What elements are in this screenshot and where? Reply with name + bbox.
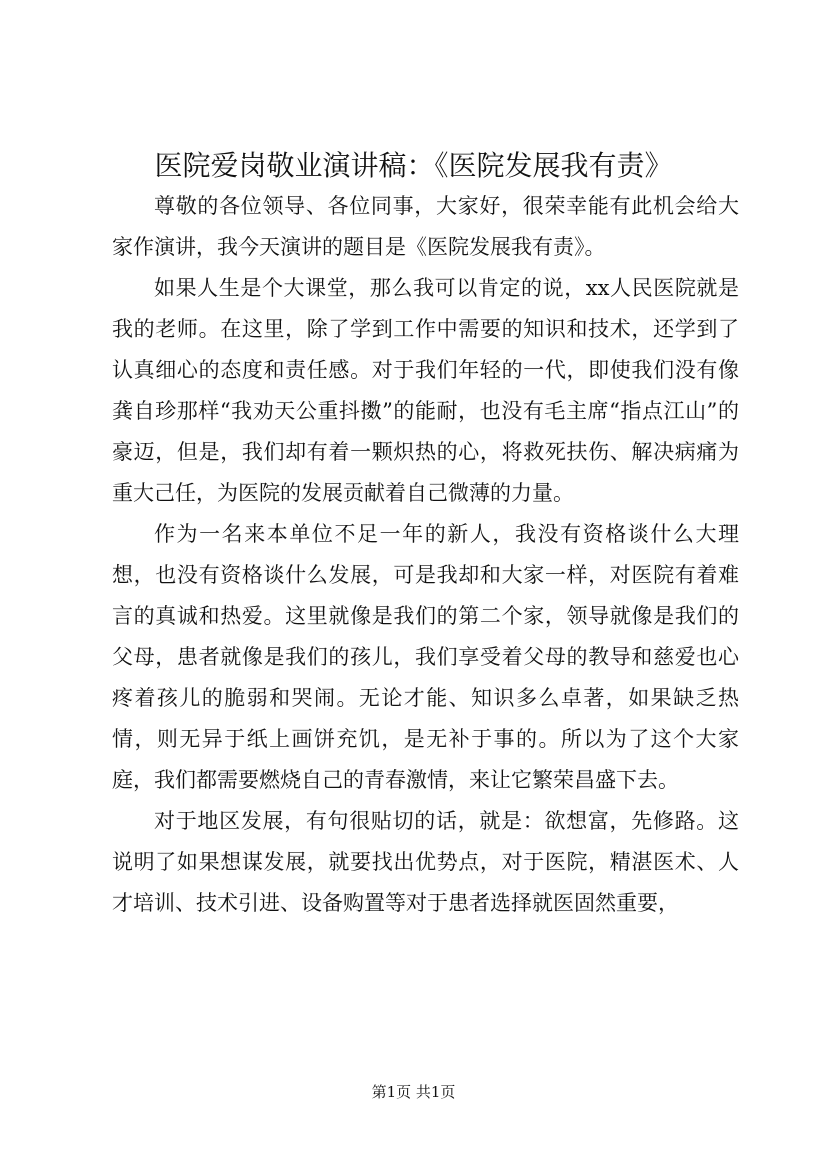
paragraph-greeting: 尊敬的各位领导、各位同事，大家好，很荣幸能有此机会给大家作演讲，我今天演讲的题目是《医院发展我有责》。 (112, 194, 739, 259)
page-number-footer: 第1页 共1页 (371, 1083, 456, 1101)
paragraph-newcomer: 作为一名来本单位不足一年的新人，我没有资格谈什么大理想，也没有资格谈什么发展，可是我却和大家一样，对医院有着难言的真诚和热爱。这里就像是我们的第二个家，领导就像是我们的父母，患者就像是我们的孩儿，我们享受着父母的教导和慈爱也心疼着孩儿的脆弱和哭闹。无论才能、知识多么卓著，如果缺乏热情，则无异于纸上画饼充饥，是无补于事的。所以为了这个大家庭，我们都需要燃烧自己的青春激情，来让它繁荣昌盛下去。 (112, 522, 739, 792)
paragraph-classroom: 如果人生是个大课堂，那么我可以肯定的说，xx人民医院就是我的老师。在这里，除了学到工作中需要的知识和技术，还学到了认真细心的态度和责任感。对于我们年轻的一代，即使我们没有像龚自珍那样“我劝天公重抖擞”的能耐，也没有毛主席“指点江山”的豪迈，但是，我们却有着一颗炽热的心，将救死扶伤、解决病痛为重大己任，为医院的发展贡献着自己微薄的力量。 (112, 276, 739, 505)
document-body (112, 186, 739, 924)
document-title: 医院爱岗敬业演讲稿：《医院发展我有责》 (154, 149, 673, 182)
paragraph-development: 对于地区发展，有句很贴切的话，就是：欲想富，先修路。这说明了如果想谋发展，就要找出优势点，对于医院，精湛医术、人才培训、技术引进、设备购置等对于患者选择就医固然重要， (112, 809, 739, 915)
